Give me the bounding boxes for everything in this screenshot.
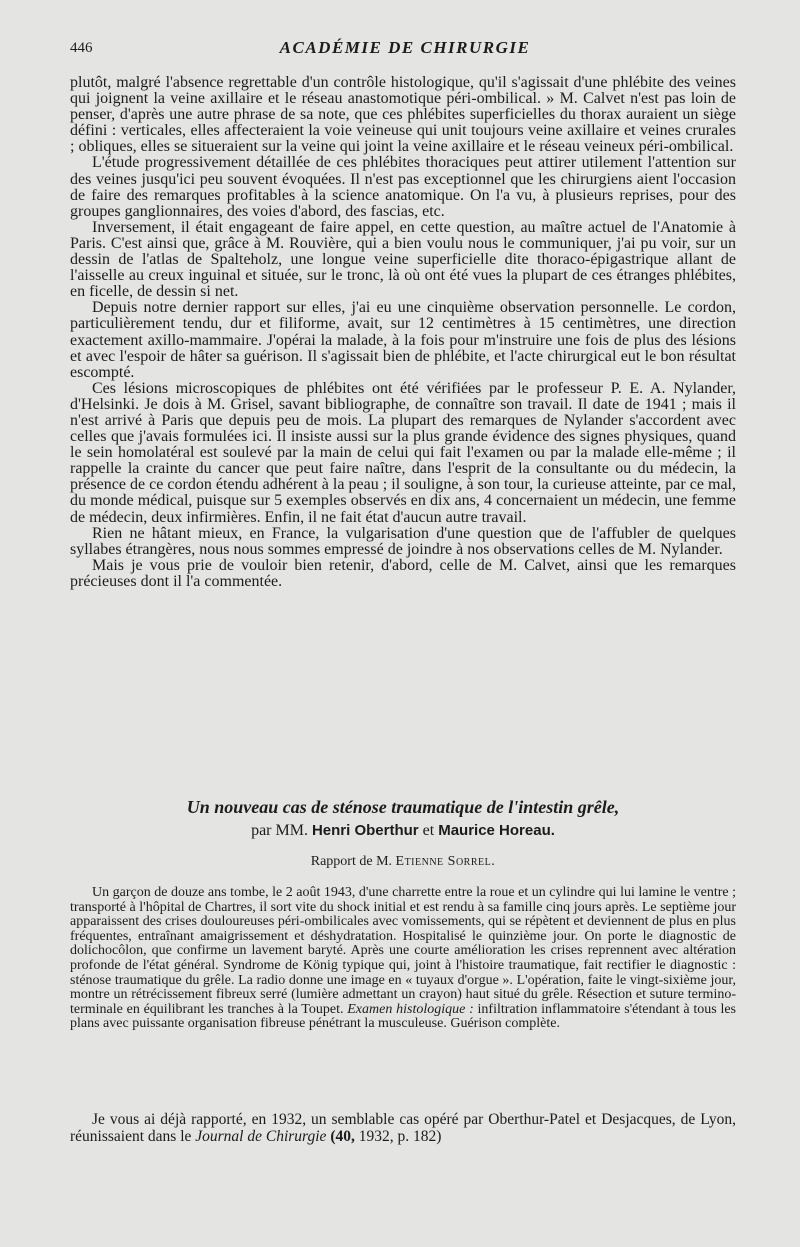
closing-text: 1932, p. 182) <box>358 1127 442 1145</box>
running-title: ACADÉMIE DE CHIRURGIE <box>279 38 531 57</box>
authors-conjunction: et <box>422 822 435 839</box>
closing-text: Je vous ai déjà rapporté, en 1932, un semblable cas opéré par Oberthur-Patel et Desjacques, de Lyon, réunissaient dans le <box>70 1111 736 1145</box>
paragraph: plutôt, malgré l'absence regrettable d'un contrôle histologique, qu'il s'agissait d'une phlébite des veines qui joignent la veine axillaire et le réseau anastomotique péri-ombilical. » M. Calvet n'est pas loin de penser, d'après une autre phrase de sa note, que ces phlébites superficielles du thorax auraient un siège défini : verticales, elles affecteraient la voie veineuse qui unit toujours veine axillaire et veines crurales ; obliques, elles se situeraient sur la veine qui joint la veine axillaire et le réseau veineux péri-ombilical. <box>70 74 736 156</box>
paragraph: L'étude progressivement détaillée de ces phlébites thoraciques peut attirer utilement l'attention sur des veines jusqu'ici peu souvent évoquées. Il n'est pas exceptionnel que les chirurgiens aient l'occasion de faire des remarques profitables à la science anatomique. On l'a vu, à plusieurs reprises, pour des groupes ganglionnaires, des voies d'abord, des fascias, etc. <box>70 154 736 220</box>
page-header <box>70 38 740 60</box>
paragraph: Mais je vous prie de vouloir bien retenir, d'abord, celle de M. Calvet, ainsi que les remarques précieuses dont il l'a commentée. <box>70 556 736 590</box>
author-name: Maurice Horeau. <box>438 822 555 839</box>
journal-volume: (40, <box>330 1127 355 1145</box>
page-number: 446 <box>70 40 93 56</box>
article-title: Un nouveau cas de sténose traumatique de l'intestin grêle, <box>186 797 620 817</box>
case-summary <box>70 886 736 1032</box>
previous-article-continuation <box>70 75 736 590</box>
article-authors <box>70 822 736 840</box>
report-prefix: Rapport de M. <box>310 854 393 869</box>
paragraph: Ces lésions microscopiques de phlébites ont été vérifiées par le professeur P. E. A. Nylander, d'Helsinki. Je dois à M. Grisel, savant bibliographe, de connaître son travail. Il date de 1941 ; mais il n'est arrivé à Paris que depuis peu de mois. La plupart des remarques de Nylander s'accordent avec celles que j'avais formulées ici. Il insiste aussi sur la plus grande évidence des signes physiques, quand le sein homolatéral est soulevé par la main de celui qui fait l'examen ou par la malade elle-même ; il rappelle la crainte du cancer que peut faire naître, dans l'esprit de la consultante ou du médecin, la présence de ce cordon étendu adhérent à la peau ; il souligne, à son tour, la curieuse atteinte, par ce mal, du monde médical, puisque sur 5 exemples observés en dix ans, 4 concernaient un médecin, une femme de médecin, deux infirmières. Enfin, il ne fait état d'aucun autre travail. <box>70 379 736 526</box>
journal-name: Journal de Chirurgie <box>195 1127 327 1145</box>
summary-text: infiltration inflammatoire s'étendant à tous les plans avec puissante organisation fibreuse pénétrant la musculeuse. Guérison complète. <box>70 1001 736 1032</box>
closing-paragraph <box>70 1112 736 1145</box>
author-name: Henri Oberthur <box>311 822 419 839</box>
paragraph: Depuis notre dernier rapport sur elles, j'ai eu une cinquième observation personnelle. Le cordon, particulièrement tendu, dur et filiforme, avait, sur 12 centimètres à 15 centimètres, une direction exactement axillo-mammaire. J'opérai la malade, à la fois pour m'instruire une fois de plus des lésions et avec l'espoir de hâter sa guérison. Il s'agissait bien de phlébite, et l'acte chirurgical eut le bon résultat escompté. <box>70 299 736 381</box>
paragraph <box>70 1112 736 1145</box>
authors-prefix: par MM. <box>251 822 308 839</box>
report-line <box>70 854 736 870</box>
paragraph: Rien ne hâtant mieux, en France, la vulgarisation d'une question que de l'affubler de quelques syllabes étrangères, nous nous sommes empressé de joindre à nos observations celles de M. Nylander. <box>70 524 736 558</box>
summary-italic: Examen histologique : <box>347 1001 474 1017</box>
paragraph: Inversement, il était engageant de faire appel, en cette question, au maître actuel de l'Anatomie à Paris. C'est ainsi que, grâce à M. Rouvière, qui a bien voulu nous le communiquer, j'ai pu voir, sur un dessin de l'atlas de Spalteholz, une longue veine superficielle dite thoraco-épigastrique allant de l'aisselle au creux inguinal et située, sur le tronc, là où ont été vues la plupart de ces étranges phlébites, en ficelle, de dessin si net. <box>70 218 736 301</box>
summary-text: Un garçon de douze ans tombe, le 2 août 1943, d'une charrette entre la roue et un cylindre qui lui lamine le ventre ; transporté à l'hôpital de Chartres, il sort vite du shock initial et est rendu à sa famille cinq jours après. Le septième jour apparaissent des crises douloureuses péri-ombilicales avec vomissements, qui se répètent et deviennent de plus en plus fréquentes, entraînant amaigrissement et déshydratation. Hospitalisé le quinzième jour. On porte le diagnostic de dolichocôlon, que confirme un lavement baryté. Après une courte amélioration les crises reprennent avec altération profonde de l'état général. Syndrome de König typique qui, joint à l'histoire traumatique, fait rectifier le diagnostic : sténose traumatique du grêle. La radio donne une image en « tuyaux d'orgue ». L'opération, faite le vingt-sixième jour, montre un rétrécissement fibreux serré (lumière admettant un crayon) haut situé du grêle. Résection et suture termino-terminale en équilibrant les tranches à la Toupet. <box>70 885 736 1017</box>
reporter-name: Etienne Sorrel. <box>395 854 496 869</box>
summary-paragraph <box>70 886 736 1032</box>
